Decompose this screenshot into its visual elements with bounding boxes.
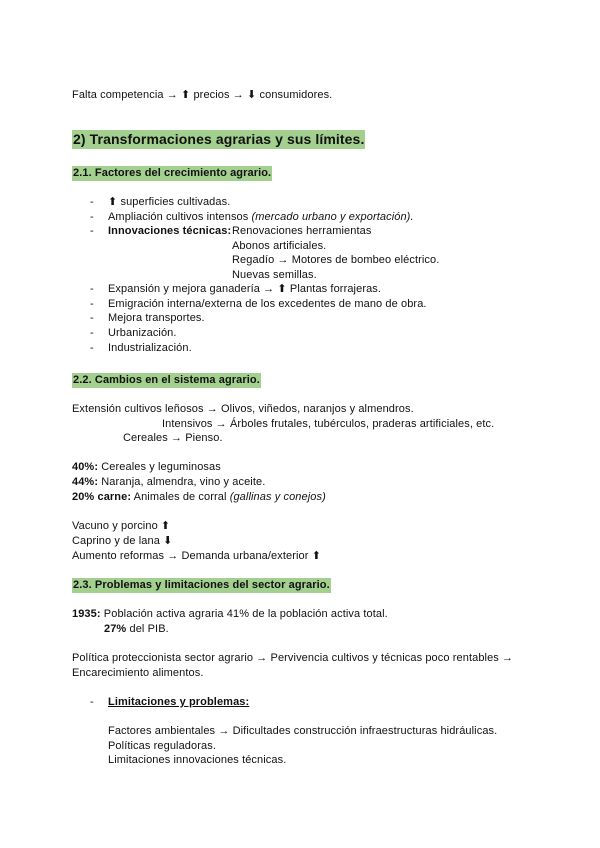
percent-40-label: 40%:	[72, 461, 99, 473]
percent-40-line	[72, 460, 221, 474]
politica-line-2: Encarecimiento alimentos.	[72, 667, 204, 679]
factor-item-1: ⬆ superficies cultivadas.	[108, 196, 231, 208]
limitation-item-1: Factores ambientales → Dificultades construcción infraestructuras hidráulicas.	[108, 725, 498, 737]
percent-20-text: Animales de corral	[131, 491, 230, 503]
year-1935-line	[72, 607, 388, 621]
pib-line	[104, 622, 169, 636]
factor-item-2	[108, 210, 414, 224]
aumento-line: Aumento reformas → Demanda urbana/exterior ⬆	[72, 550, 322, 562]
innovation-item-1: Renovaciones herramientas	[232, 225, 372, 237]
cambios-line-3: Cereales → Pienso.	[123, 432, 223, 444]
factor-item-2-text: Ampliación cultivos intensos	[108, 211, 252, 223]
factor-item-6: Urbanización.	[108, 327, 177, 339]
percent-20-label: 20% carne:	[72, 491, 132, 503]
bullet-dash: -	[90, 342, 94, 354]
percent-20-line	[72, 490, 326, 504]
pib-text: del PIB.	[126, 623, 169, 635]
percent-44-line	[72, 475, 265, 489]
innovation-item-2: Abonos artificiales.	[232, 240, 327, 252]
section-2-2-title	[72, 373, 261, 387]
cambios-line-1: Extensión cultivos leñosos → Olivos, viñedos, naranjos y almendros.	[72, 403, 414, 415]
bullet-dash: -	[90, 696, 94, 708]
section-2-2-title-text: 2.2. Cambios en el sistema agrario.	[73, 374, 260, 386]
factor-item-5: Mejora transportes.	[108, 312, 205, 324]
innovation-item-3: Regadío → Motores de bombeo eléctrico.	[232, 254, 440, 266]
section-2-title-text: 2) Transformaciones agrarias y sus límites.	[73, 131, 365, 147]
section-2-3-title-text: 2.3. Problemas y limitaciones del sector agrario.	[73, 579, 330, 591]
factor-item-3: Expansión y mejora ganadería → ⬆ Plantas forrajeras.	[108, 283, 382, 295]
bullet-dash: -	[90, 298, 94, 310]
innovation-item-4: Nuevas semillas.	[232, 269, 317, 281]
intro-line: Falta competencia → ⬆ precios → ⬇ consumidores.	[72, 89, 333, 101]
bullet-dash: -	[90, 312, 94, 324]
bullet-dash: -	[90, 327, 94, 339]
vacuno-line: Vacuno y porcino ⬆	[72, 520, 171, 532]
caprino-line: Caprino y de lana ⬇	[72, 535, 173, 547]
bullet-dash: -	[90, 283, 94, 295]
bullet-dash: -	[90, 211, 94, 223]
section-2-1-title	[72, 166, 272, 180]
politica-line-1: Política proteccionista sector agrario → Pervivencia cultivos y técnicas poco rentables →	[72, 652, 514, 664]
percent-20-italic: (gallinas y conejos)	[229, 491, 326, 503]
percent-44-label: 44%:	[72, 476, 99, 488]
year-1935-label: 1935:	[72, 608, 101, 620]
factor-item-7: Industrialización.	[108, 342, 192, 354]
factor-item-4: Emigración interna/externa de los excedentes de mano de obra.	[108, 298, 427, 310]
innovations-label: Innovaciones técnicas:	[108, 225, 232, 237]
pib-label: 27%	[104, 623, 127, 635]
cambios-line-2: Intensivos → Árboles frutales, tubérculos, praderas artificiales, etc.	[162, 418, 495, 430]
limitation-item-3: Limitaciones innovaciones técnicas.	[108, 754, 287, 766]
factor-item-2-italic: (mercado urbano y exportación).	[251, 211, 414, 223]
limitations-heading: Limitaciones y problemas:	[108, 696, 250, 708]
bullet-dash: -	[90, 196, 94, 208]
bullet-dash: -	[90, 225, 94, 237]
section-2-3-title	[72, 578, 331, 592]
percent-44-text: Naranja, almendra, vino y aceite.	[98, 476, 266, 488]
section-2-1-title-text: 2.1. Factores del crecimiento agrario.	[73, 167, 272, 179]
percent-40-text: Cereales y leguminosas	[98, 461, 221, 473]
section-2-title	[72, 130, 365, 148]
year-1935-text: Población activa agraria 41% de la población activa total.	[100, 608, 388, 620]
limitation-item-2: Políticas reguladoras.	[108, 740, 216, 752]
